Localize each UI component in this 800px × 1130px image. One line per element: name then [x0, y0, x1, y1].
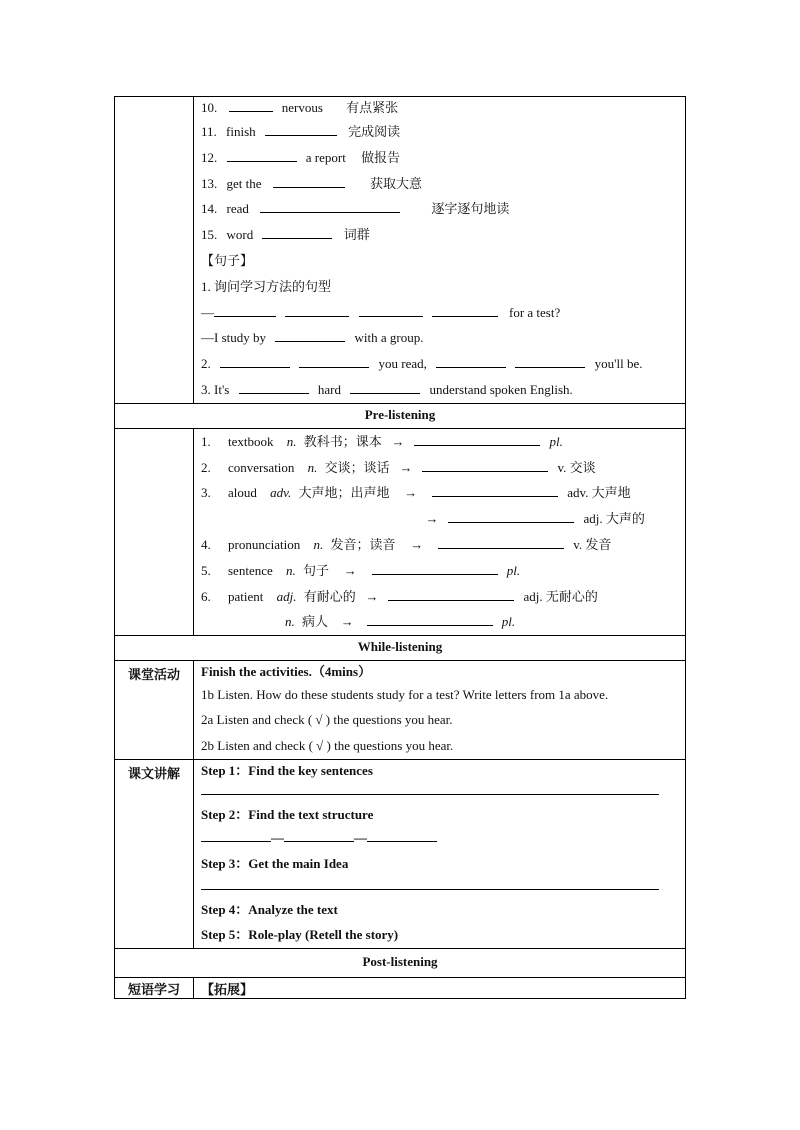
sentence-text: for a test?	[509, 304, 561, 320]
class-activity-cell	[194, 661, 686, 760]
text-study-cell	[194, 759, 686, 948]
activity-2a: 2a Listen and check ( √ ) the questions you hear.	[201, 712, 453, 728]
arrow-icon: →	[425, 511, 439, 527]
vocab-cell	[194, 97, 686, 404]
fill-blank[interactable]	[265, 123, 337, 136]
vocab-meaning: 完成阅读	[348, 124, 401, 139]
sentence-1-answer	[201, 325, 679, 351]
part-of-speech: n.	[313, 536, 324, 552]
sentence-text: with a group.	[354, 330, 424, 346]
step-5: Step 5：Role-play (Retell the story)	[201, 926, 399, 942]
word-form-hint: adj. 大声的	[583, 511, 645, 527]
line-number: 5.	[201, 562, 211, 578]
vocab-meaning: 有点紧张	[346, 100, 399, 115]
answer-line[interactable]	[201, 782, 659, 795]
fill-blank[interactable]	[229, 99, 273, 112]
sentence-text: you'll be.	[594, 356, 643, 372]
part-of-speech: n.	[307, 459, 318, 475]
dash: —	[201, 304, 214, 320]
activity-2b: 2b Listen and check ( √ ) the questions you hear.	[201, 737, 454, 753]
sentence-text: hard	[317, 381, 341, 397]
word-form-item-1	[201, 429, 679, 455]
word-form-hint: v. 发音	[573, 536, 612, 552]
part-of-speech: n.	[285, 614, 295, 630]
vocab-meaning: 大声地；出声地	[298, 485, 390, 501]
word-form-item-5	[201, 558, 679, 584]
arrow-icon: →	[404, 485, 418, 501]
empty-label-cell	[115, 428, 194, 635]
line-number: 13.	[201, 175, 218, 191]
vocab-word: get the	[226, 175, 262, 191]
vocab-line-15	[201, 222, 679, 248]
while-listening-header-row	[115, 636, 686, 661]
vocab-meaning: 逐字逐句地读	[431, 201, 510, 217]
vocab-meaning: 发音；读音	[330, 536, 396, 552]
line-number: 12.	[201, 149, 218, 165]
word-form-item-4	[201, 532, 679, 558]
line-number: 14.	[201, 201, 218, 217]
word-form-item-6b	[201, 609, 679, 635]
word-form-hint: pl.	[506, 562, 521, 578]
arrow-icon: →	[343, 562, 357, 578]
fill-blank[interactable]	[201, 829, 271, 842]
fill-blank[interactable]	[438, 536, 564, 549]
pre-listening-header-row	[115, 403, 686, 428]
part-of-speech: n.	[286, 562, 296, 578]
empty-label-cell	[115, 97, 194, 404]
word-form-hint: pl.	[549, 433, 563, 449]
part-of-speech: adv.	[270, 485, 292, 501]
line-number: 11.	[201, 124, 217, 139]
arrow-icon: →	[391, 433, 405, 449]
fill-blank[interactable]	[220, 355, 290, 368]
word-form-hint: adv. 大声地	[567, 485, 631, 501]
sentence-1-question	[201, 300, 679, 326]
activity-heading: Finish the activities.（4mins）	[201, 664, 372, 680]
arrow-icon: →	[365, 588, 379, 604]
text-study-label: 课文讲解	[115, 759, 194, 948]
fill-blank[interactable]	[515, 355, 585, 368]
fill-blank[interactable]	[367, 829, 437, 842]
phrase-learning-label: 短语学习	[115, 977, 194, 998]
vocab-meaning: 病人	[302, 614, 329, 630]
vocab-word: patient	[228, 588, 264, 604]
fill-blank[interactable]	[388, 588, 514, 601]
text-study-row	[115, 759, 686, 948]
vocab-meaning: 交谈；谈话	[324, 459, 390, 475]
vocab-meaning: 句子	[303, 562, 330, 578]
vocab-meaning: 获取大意	[370, 175, 423, 191]
fill-blank[interactable]	[284, 829, 354, 842]
worksheet-page	[114, 96, 686, 999]
fill-blank[interactable]	[448, 510, 574, 523]
fill-blank[interactable]	[285, 304, 349, 317]
word-form-hint: adj. 无耐心的	[523, 588, 598, 604]
structure-blanks	[201, 827, 679, 851]
word-form-hint: pl.	[501, 614, 516, 630]
line-number: 15.	[201, 227, 218, 243]
vocab-meaning: 做报告	[361, 149, 401, 165]
vocab-line-11	[201, 119, 679, 145]
class-activity-row	[115, 661, 686, 760]
vocab-line-14	[201, 196, 679, 222]
fill-blank[interactable]	[432, 484, 558, 497]
vocab-line-12	[201, 145, 679, 171]
vocab-row	[115, 97, 686, 404]
vocab-word: pronunciation	[228, 536, 301, 552]
line-number: 1.	[201, 433, 211, 449]
fill-blank[interactable]	[260, 200, 400, 213]
word-form-item-3b	[201, 506, 679, 532]
pre-listening-row	[115, 428, 686, 635]
pre-listening-cell	[194, 428, 686, 635]
step-2: Step 2：Find the text structure	[201, 806, 374, 822]
dash: —	[354, 829, 367, 845]
fill-blank[interactable]	[239, 381, 309, 394]
fill-blank[interactable]	[422, 459, 548, 472]
post-listening-title: Post-listening	[115, 948, 686, 977]
vocab-word: sentence	[228, 562, 273, 578]
fill-blank[interactable]	[436, 355, 506, 368]
fill-blank[interactable]	[275, 329, 345, 342]
vocab-word: conversation	[228, 459, 295, 475]
while-listening-title: While-listening	[115, 636, 686, 661]
answer-line[interactable]	[201, 877, 659, 890]
fill-blank[interactable]	[350, 381, 420, 394]
part-of-speech: n.	[286, 433, 297, 449]
vocab-word: read	[226, 201, 249, 217]
step-3: Step 3：Get the main Idea	[201, 855, 349, 871]
class-activity-label: 课堂活动	[115, 661, 194, 760]
dash: —	[271, 829, 284, 845]
activity-1b: 1b Listen. How do these students study for a test? Write letters from 1a above.	[201, 687, 609, 703]
pre-listening-title: Pre-listening	[115, 403, 686, 428]
fill-blank[interactable]	[299, 355, 369, 368]
fill-blank[interactable]	[432, 304, 498, 317]
line-number: 2.	[201, 459, 211, 475]
arrow-icon: →	[340, 614, 354, 630]
step-1: Step 1：Find the key sentences	[201, 762, 373, 778]
word-form-item-3	[201, 480, 679, 506]
sentence-1-title: 1. 询问学习方法的句型	[201, 278, 332, 294]
vocab-word: finish	[226, 124, 256, 139]
vocab-meaning: 教科书；课本	[303, 433, 382, 449]
fill-blank[interactable]	[372, 562, 498, 575]
vocab-word: a report	[305, 149, 346, 165]
vocab-line-10	[201, 97, 679, 119]
sentence-text: 3. It's	[201, 381, 230, 397]
fill-blank[interactable]	[227, 149, 297, 162]
word-form-item-2	[201, 455, 679, 481]
vocab-meaning: 有耐心的	[303, 588, 356, 604]
step-4: Step 4：Analyze the text	[201, 901, 338, 917]
line-number: 4.	[201, 536, 211, 552]
line-number: 10.	[201, 100, 218, 115]
fill-blank[interactable]	[262, 226, 332, 239]
line-number: 2.	[201, 356, 211, 372]
arrow-icon: →	[410, 536, 424, 552]
vocab-word: textbook	[228, 433, 274, 449]
word-form-item-6	[201, 584, 679, 610]
fill-blank[interactable]	[414, 433, 540, 446]
sentence-text: you read,	[378, 356, 427, 372]
phrase-learning-row	[115, 977, 686, 998]
vocab-line-13	[201, 171, 679, 197]
sentence-3	[201, 377, 679, 403]
fill-blank[interactable]	[367, 613, 493, 626]
fill-blank[interactable]	[359, 304, 423, 317]
extend-header: 【拓展】	[194, 977, 686, 998]
vocab-word: aloud	[228, 485, 257, 501]
sentences-header: 【句子】	[201, 252, 254, 268]
line-number: 6.	[201, 588, 211, 604]
sentence-text: understand spoken English.	[429, 381, 573, 397]
part-of-speech: adj.	[276, 588, 297, 604]
vocab-meaning: 词群	[343, 227, 370, 243]
post-listening-header-row	[115, 948, 686, 977]
sentence-text: —I study by	[201, 330, 266, 346]
fill-blank[interactable]	[214, 304, 276, 317]
vocab-word: word	[226, 227, 254, 243]
word-form-hint: v. 交谈	[557, 459, 596, 475]
vocab-word: nervous	[281, 100, 323, 115]
fill-blank[interactable]	[273, 175, 345, 188]
lesson-table	[114, 96, 686, 999]
sentence-2	[201, 351, 679, 377]
arrow-icon: →	[399, 459, 413, 475]
line-number: 3.	[201, 485, 211, 501]
